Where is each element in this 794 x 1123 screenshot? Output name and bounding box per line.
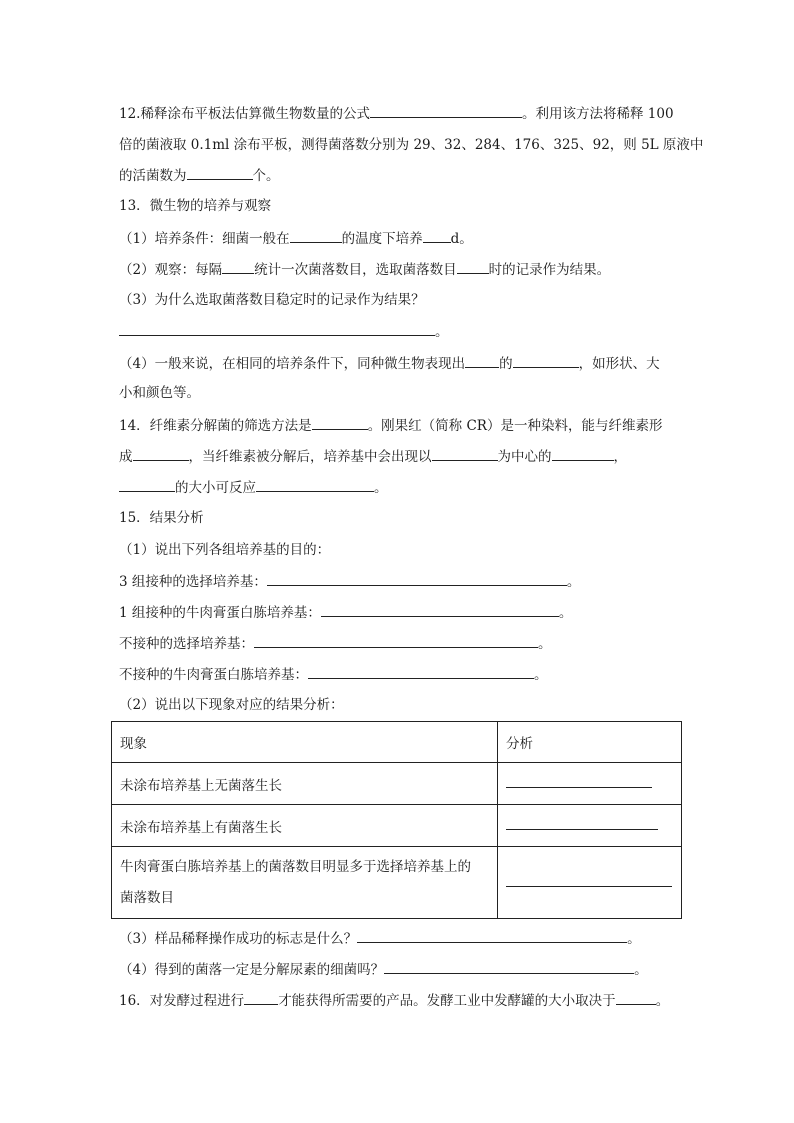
q13-blank-interval[interactable] [222,259,254,274]
table-cell-analysis[interactable] [498,763,682,805]
q13-blank-reason[interactable] [119,321,435,336]
q15-p4: （4）得到的菌落一定是分解尿素的细菌吗？ 。 [119,959,684,980]
q15-item-2: 1 组接种的牛肉膏蛋白胨培养基： 。 [119,602,684,623]
q15-blank-urea[interactable] [384,959,634,974]
q15-p1: （1）说出下列各组培养基的目的： [119,542,331,558]
table-row [112,805,682,847]
q12-line-1: 12.稀释涂布平板法估算微生物数量的公式 。利用该方法将稀释 100 [119,103,684,124]
q14-blank-complex[interactable] [133,446,189,461]
q12-line-2: 倍的菌液取 0.1ml 涂布平板，测得菌落数分别为 29、32、284、176、325、92，则 5L 原液中 [119,137,704,153]
table-row [112,763,682,805]
q13-p4: （4）一般来说，在相同的培养条件下，同种微生物表现出 的 ，如形状、大 [119,353,684,374]
result-analysis-table [111,721,682,919]
q15-blank-dilution[interactable] [357,928,627,943]
table-header-analysis: 分析 [498,722,682,763]
table-cell-analysis[interactable] [498,847,682,919]
q15-blank-item-3[interactable] [254,633,538,648]
q16-line: 16．对发酵过程进行 才能获得所需要的产品。发酵工业中发酵罐的大小取决于 。 [119,990,689,1011]
table-cell-phenomenon: 未涂布培养基上无菌落生长 [112,763,498,805]
q15-item-4: 不接种的牛肉膏蛋白胨培养基： 。 [119,664,684,685]
q13-p4-cont: 小和颜色等。 [119,385,200,401]
table-cell-analysis[interactable] [498,805,682,847]
q15-blank-item-1[interactable] [267,571,567,586]
q14-blank-zone[interactable] [552,446,614,461]
table-row [112,847,682,919]
q13-blank-days[interactable] [423,228,451,243]
q14-line-3: 的大小可反应 。 [119,477,684,498]
q14-blank-size[interactable] [119,477,175,492]
analysis-blank[interactable] [506,786,652,788]
q12-blank-formula[interactable] [370,103,522,118]
q13-p3: （3）为什么选取菌落数目稳定时的记录作为结果？ [119,292,425,308]
q14-blank-reflect[interactable] [256,477,374,492]
q16-blank-control[interactable] [244,990,278,1005]
q14-line-2: 成 ，当纤维素被分解后，培养基中会出现以 为中心的 ， [119,446,684,467]
q14-line-1: 14．纤维素分解菌的筛选方法是 。刚果红（简称 CR）是一种染料，能与纤维素形 [119,415,684,436]
q14-blank-center[interactable] [432,446,498,461]
q13-blank-features[interactable] [513,353,579,368]
q15-title: 15．结果分析 [119,510,204,526]
q13-blank-stable[interactable] [457,259,489,274]
table-cell-phenomenon [112,847,498,919]
q15-blank-item-2[interactable] [321,602,559,617]
q14-blank-method[interactable] [312,415,368,430]
q15-p3: （3）样品稀释操作成功的标志是什么？ 。 [119,928,684,949]
table-cell-phenomenon: 未涂布培养基上有菌落生长 [112,805,498,847]
q15-p2: （2）说出以下现象对应的结果分析： [119,697,344,713]
analysis-blank[interactable] [506,885,672,887]
q13-p1: （1）培养条件：细菌一般在 的温度下培养 d。 [119,228,684,249]
q16-blank-size[interactable] [616,990,656,1005]
phenomenon-line-1: 牛肉膏蛋白胨培养基上的菌落数目明显多于选择培养基上的 [120,859,471,875]
table-header-row [112,722,682,763]
q13-title: 13．微生物的培养与观察 [119,198,272,214]
q12-blank-count[interactable] [187,165,253,180]
q13-blank-temp[interactable] [290,228,342,243]
q15-item-3: 不接种的选择培养基： 。 [119,633,684,654]
q13-blank-stable-trait[interactable] [465,353,499,368]
q13-p3-answer: 。 [119,321,684,342]
q15-item-1: 3 组接种的选择培养基： 。 [119,571,684,592]
table-header-phenomenon: 现象 [112,722,498,763]
phenomenon-line-2: 菌落数目 [120,890,174,906]
analysis-blank[interactable] [506,828,658,830]
q15-blank-item-4[interactable] [308,664,534,679]
q12-line-3: 的活菌数为 个。 [119,165,684,186]
q13-p2: （2）观察：每隔 统计一次菌落数目，选取菌落数目 时的记录作为结果。 [119,259,684,280]
